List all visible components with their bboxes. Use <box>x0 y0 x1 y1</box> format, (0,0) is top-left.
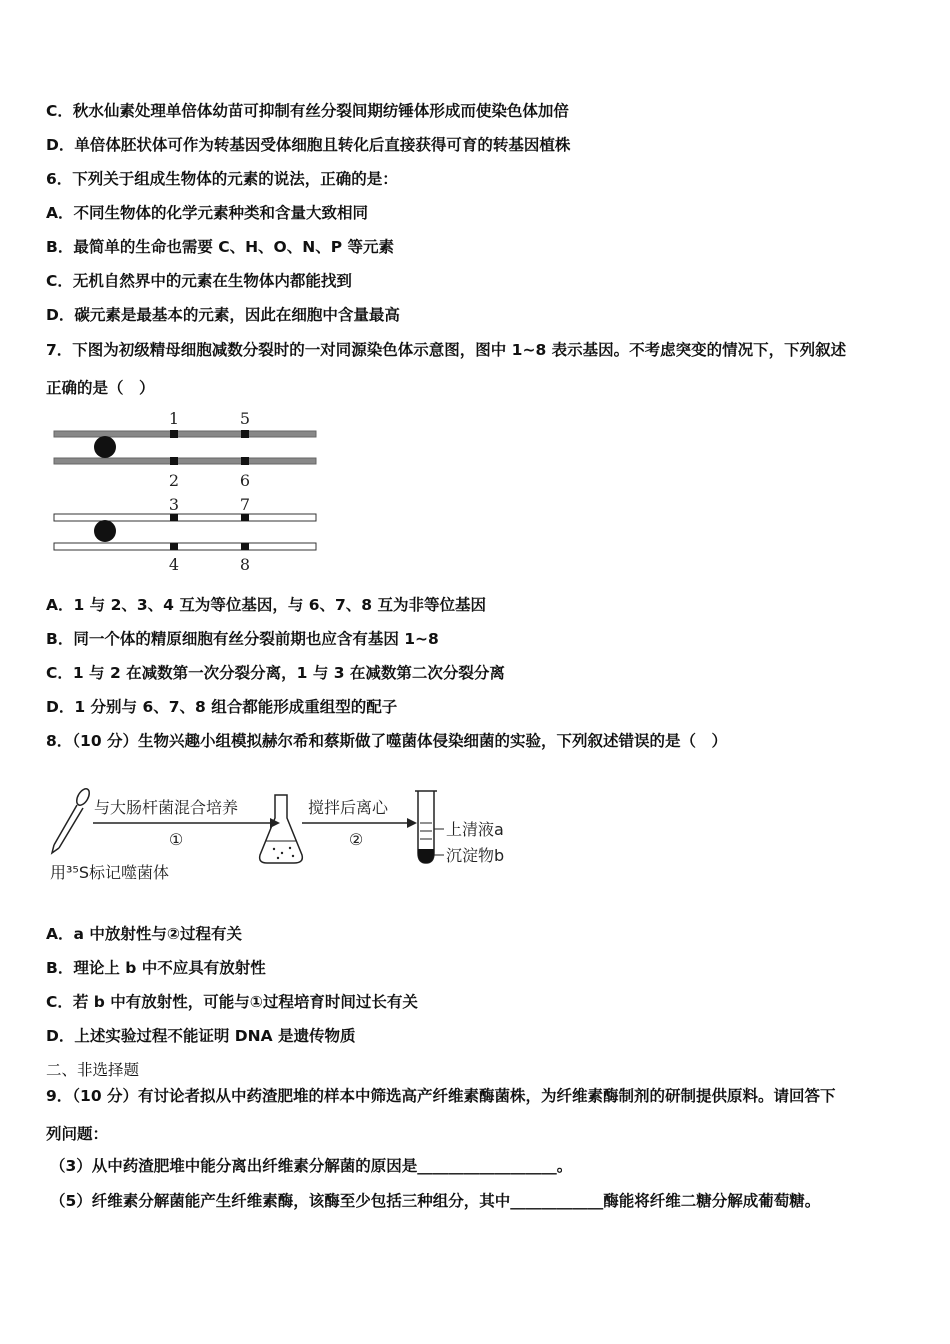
question-9-part3: （3）从中药渣肥堆中能分离出纤维素分解菌的原因是__________________。 <box>50 1157 573 1175</box>
centromere-top <box>94 436 116 458</box>
option-8d: D．上述实验过程不能证明 DNA 是遗传物质 <box>46 1027 356 1045</box>
gene-mark-1 <box>170 430 178 438</box>
option-6c: C．无机自然界中的元素在生物体内都能找到 <box>46 272 352 290</box>
step2-label: 搅拌后离心 <box>308 798 389 817</box>
labeled-phage-label: 用³⁵S标记噬菌体 <box>50 863 169 882</box>
option-6a: A．不同生物体的化学元素种类和含量大致相同 <box>46 204 368 222</box>
chromatid-3 <box>54 514 316 521</box>
option-7a: A．1 与 2、3、4 互为等位基因，与 6、7、8 互为非等位基因 <box>46 596 486 614</box>
line-q5c: C．秋水仙素处理单倍体幼苗可抑制有丝分裂间期纺锤体形成而使染色体加倍 <box>46 102 569 120</box>
gene-mark-8 <box>241 543 249 550</box>
question-9-line2: 列问题： <box>46 1125 109 1143</box>
option-8c: C．若 b 中有放射性，可能与①过程培育时间过长有关 <box>46 993 418 1011</box>
option-7d: D．1 分别与 6、7、8 组合都能形成重组型的配子 <box>46 698 398 716</box>
gene-mark-6 <box>241 457 249 465</box>
gene-mark-2 <box>170 457 178 465</box>
precipitate-label: 沉淀物b <box>446 846 505 865</box>
supernatant-label: 上清液a <box>446 820 504 839</box>
gene-mark-5 <box>241 430 249 438</box>
line-q5d: D．单倍体胚状体可作为转基因受体细胞且转化后直接获得可育的转基因植株 <box>46 136 571 154</box>
step2-number: ② <box>348 830 364 849</box>
question-7-line1: 7．下图为初级精母细胞减数分裂时的一对同源染色体示意图，图中 1~8 表示基因。不考虑突变的情况下，下列叙述 <box>46 341 847 359</box>
gene-label-4: 4 <box>168 555 180 574</box>
option-8a: A．a 中放射性与②过程有关 <box>46 925 242 943</box>
question-6: 6．下列关于组成生物体的元素的说法，正确的是： <box>46 170 398 188</box>
chromosome-diagram <box>46 404 326 576</box>
gene-label-7: 7 <box>239 495 251 514</box>
gene-label-3: 3 <box>168 495 180 514</box>
option-6b: B．最简单的生命也需要 C、H、O、N、P 等元素 <box>46 238 394 256</box>
gene-mark-7 <box>241 514 249 521</box>
question-9-part5: （5）纤维素分解菌能产生纤维素酶，该酶至少包括三种组分，其中____________酶能将纤维二糖分解成葡萄糖。 <box>50 1192 821 1210</box>
option-6d: D．碳元素是最基本的元素，因此在细胞中含量最高 <box>46 306 400 324</box>
pipette-icon <box>52 787 92 853</box>
option-7c: C．1 与 2 在减数第一次分裂分离，1 与 3 在减数第二次分裂分离 <box>46 664 505 682</box>
gene-label-5: 5 <box>239 409 251 428</box>
question-7-line2: 正确的是（ ） <box>46 379 155 397</box>
chromatid-4 <box>54 543 316 550</box>
arrow-2-head <box>407 818 417 828</box>
step1-number: ① <box>168 830 184 849</box>
question-9-line1: 9．（10 分）有讨论者拟从中药渣肥堆的样本中筛选高产纤维素酶菌株，为纤维素酶制剂的研制提供原料。请回答下 <box>46 1087 836 1105</box>
step1-label: 与大肠杆菌混合培养 <box>94 798 239 817</box>
chromatid-1 <box>54 431 316 437</box>
gene-mark-3 <box>170 514 178 521</box>
option-8b: B．理论上 b 中不应具有放射性 <box>46 959 266 977</box>
gene-label-2: 2 <box>168 471 180 490</box>
gene-label-6: 6 <box>239 471 251 490</box>
gene-mark-4 <box>170 543 178 550</box>
section-2-heading: 二、非选择题 <box>46 1061 140 1079</box>
question-8: 8．（10 分）生物兴趣小组模拟赫尔希和蔡斯做了噬菌体侵染细菌的实验，下列叙述错误的是（ ） <box>46 732 728 750</box>
flask-icon <box>260 795 303 863</box>
gene-label-8: 8 <box>239 555 251 574</box>
option-7b: B．同一个体的精原细胞有丝分裂前期也应含有基因 1~8 <box>46 630 439 648</box>
test-tube-icon <box>415 791 444 863</box>
centromere-bottom <box>94 520 116 542</box>
phage-experiment-diagram <box>46 783 526 888</box>
chromatid-2 <box>54 458 316 464</box>
gene-label-1: 1 <box>168 409 180 428</box>
